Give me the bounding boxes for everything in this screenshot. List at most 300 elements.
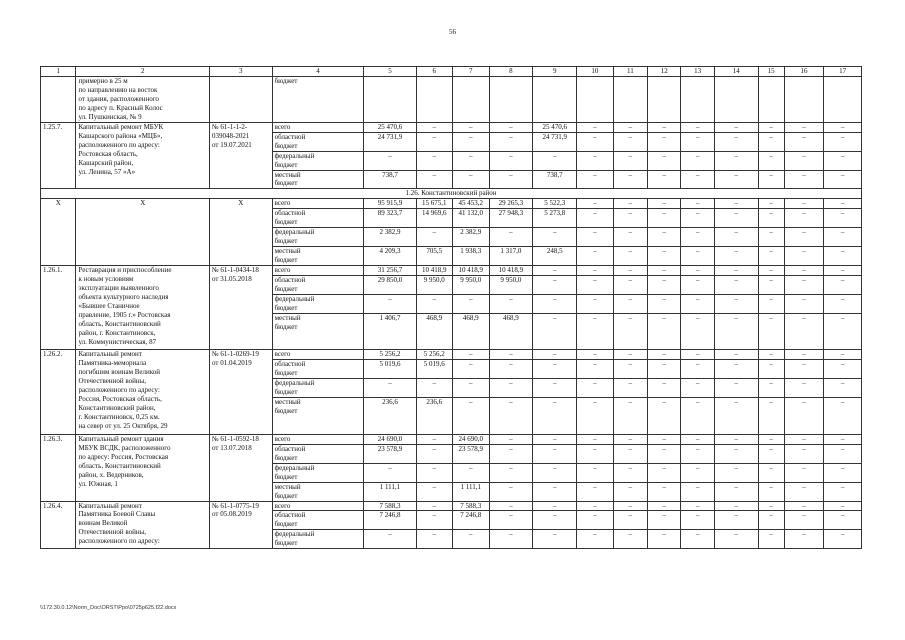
amount-cell: – (613, 199, 647, 209)
amount-cell: 5 522,3 (533, 199, 577, 209)
amount-cell: – (533, 360, 577, 379)
amount-cell: 1 317,0 (489, 247, 533, 266)
amount-cell: – (681, 209, 714, 228)
table-row (41, 122, 862, 132)
section-title: 1.26. Константиновский район (41, 189, 862, 199)
amount-cell: – (533, 482, 577, 501)
table-row (41, 350, 862, 360)
amount-cell: 14 969,6 (416, 209, 453, 228)
amount-cell: 5 256,2 (364, 350, 416, 360)
amount-cell: 248,5 (533, 247, 577, 266)
amount-cell (577, 77, 614, 123)
amount-cell: – (784, 276, 824, 295)
amount-cell: – (489, 350, 533, 360)
amount-cell: – (784, 170, 824, 189)
amount-cell: – (453, 122, 490, 132)
item-name: Капитальный ремонт здания МБУК ВСДК, расположенного по адресу: Россия, Ростовская область, Константиновский район, х. Ведерников, ул. Южная, 1 (76, 434, 210, 501)
amount-cell: – (577, 463, 614, 482)
amount-cell: – (648, 294, 681, 313)
amount-cell: – (784, 228, 824, 247)
amount-cell: 25 470,6 (364, 122, 416, 132)
amount-cell: – (613, 463, 647, 482)
item-number (41, 77, 76, 123)
item-document: № 61-1-0775-19 от 05.08.2019 (209, 501, 272, 549)
amount-cell: – (648, 350, 681, 360)
amount-cell: – (648, 313, 681, 350)
funding-source-label: областной бюджет (272, 511, 364, 530)
table-row (41, 434, 862, 444)
amount-cell: – (613, 276, 647, 295)
amount-cell (824, 77, 862, 123)
amount-cell: – (613, 209, 647, 228)
amount-cell: 24 690,0 (364, 434, 416, 444)
amount-cell: – (416, 228, 453, 247)
amount-cell: – (613, 530, 647, 549)
funding-source-label: областной бюджет (272, 132, 364, 151)
amount-cell: – (613, 247, 647, 266)
item-document: Х (209, 199, 272, 266)
amount-cell: – (824, 350, 862, 360)
amount-cell: – (784, 294, 824, 313)
amount-cell (648, 77, 681, 123)
amount-cell: – (416, 501, 453, 511)
amount-cell: 45 453,2 (453, 199, 490, 209)
amount-cell: 15 675,1 (416, 199, 453, 209)
amount-cell: – (577, 132, 614, 151)
budget-table (40, 66, 862, 549)
amount-cell: – (714, 199, 758, 209)
amount-cell: – (613, 398, 647, 435)
funding-source-label: всего (272, 434, 364, 444)
amount-cell: – (681, 530, 714, 549)
amount-cell: – (758, 276, 784, 295)
amount-cell (784, 77, 824, 123)
amount-cell: 10 418,9 (453, 266, 490, 276)
amount-cell: – (824, 360, 862, 379)
amount-cell: – (758, 151, 784, 170)
amount-cell: – (681, 511, 714, 530)
funding-source-label: областной бюджет (272, 276, 364, 295)
amount-cell (364, 77, 416, 123)
amount-cell: – (577, 530, 614, 549)
amount-cell: 24 731,9 (533, 132, 577, 151)
amount-cell: – (758, 132, 784, 151)
amount-cell: – (784, 247, 824, 266)
amount-cell: – (416, 132, 453, 151)
amount-cell: 23 578,9 (364, 444, 416, 463)
column-number: 5 (364, 67, 416, 77)
table-header-row (41, 67, 862, 77)
amount-cell: 1 111,1 (453, 482, 490, 501)
column-number: 8 (489, 67, 533, 77)
column-number: 12 (648, 67, 681, 77)
amount-cell: – (758, 379, 784, 398)
item-number: Х (41, 199, 76, 266)
table-row (41, 199, 862, 209)
amount-cell: – (489, 444, 533, 463)
amount-cell: – (714, 276, 758, 295)
amount-cell: – (489, 482, 533, 501)
funding-source-label: местный бюджет (272, 247, 364, 266)
amount-cell: – (824, 379, 862, 398)
amount-cell: – (784, 199, 824, 209)
amount-cell: – (416, 463, 453, 482)
funding-source-label: всего (272, 266, 364, 276)
funding-source-label: местный бюджет (272, 313, 364, 350)
amount-cell: – (681, 228, 714, 247)
amount-cell: 468,9 (489, 313, 533, 350)
amount-cell: – (648, 170, 681, 189)
amount-cell: – (577, 294, 614, 313)
funding-source-label: всего (272, 122, 364, 132)
column-number: 10 (577, 67, 614, 77)
table-row (41, 501, 862, 511)
amount-cell: – (681, 132, 714, 151)
amount-cell: 89 323,7 (364, 209, 416, 228)
amount-cell: – (784, 209, 824, 228)
amount-cell: – (758, 434, 784, 444)
amount-cell: – (648, 379, 681, 398)
amount-cell: – (416, 151, 453, 170)
amount-cell: – (453, 463, 490, 482)
amount-cell: – (416, 530, 453, 549)
amount-cell: – (577, 360, 614, 379)
amount-cell: – (758, 266, 784, 276)
amount-cell: – (714, 482, 758, 501)
amount-cell (533, 77, 577, 123)
amount-cell: – (758, 247, 784, 266)
amount-cell: – (416, 434, 453, 444)
amount-cell: – (533, 398, 577, 435)
amount-cell: – (613, 228, 647, 247)
amount-cell: – (824, 530, 862, 549)
amount-cell (453, 77, 490, 123)
amount-cell: – (613, 350, 647, 360)
amount-cell: – (416, 379, 453, 398)
column-number: 4 (272, 67, 364, 77)
amount-cell: – (784, 482, 824, 501)
item-document: № 61-1-0434-18 от 31.05.2018 (209, 266, 272, 350)
amount-cell: 29 265,3 (489, 199, 533, 209)
funding-source-label: местный бюджет (272, 398, 364, 435)
amount-cell: – (453, 379, 490, 398)
amount-cell (758, 77, 784, 123)
funding-source-label: всего (272, 350, 364, 360)
amount-cell: – (489, 511, 533, 530)
item-document: № 61-1-0269-19 от 01.04.2019 (209, 350, 272, 434)
amount-cell: – (681, 266, 714, 276)
amount-cell: – (577, 313, 614, 350)
amount-cell: – (489, 379, 533, 398)
amount-cell: – (714, 228, 758, 247)
amount-cell: – (784, 444, 824, 463)
amount-cell: 4 209,3 (364, 247, 416, 266)
amount-cell: – (613, 379, 647, 398)
amount-cell: – (784, 132, 824, 151)
amount-cell: 738,7 (533, 170, 577, 189)
amount-cell: 5 019,6 (364, 360, 416, 379)
amount-cell: 9 950,0 (416, 276, 453, 295)
item-name: Капитальный ремонт Памятника Боевой Славы воинам Великой Отечественной войны, расположенного по адресу: (76, 501, 210, 549)
amount-cell: – (533, 379, 577, 398)
amount-cell: – (489, 122, 533, 132)
table-row (41, 77, 862, 123)
amount-cell: 1 111,1 (364, 482, 416, 501)
amount-cell: – (613, 294, 647, 313)
amount-cell: – (577, 434, 614, 444)
amount-cell: – (784, 266, 824, 276)
column-number: 11 (613, 67, 647, 77)
amount-cell: – (613, 501, 647, 511)
amount-cell: – (416, 511, 453, 530)
amount-cell: – (824, 266, 862, 276)
amount-cell: – (784, 379, 824, 398)
amount-cell: – (577, 398, 614, 435)
amount-cell: – (577, 209, 614, 228)
amount-cell: – (681, 482, 714, 501)
amount-cell: – (758, 209, 784, 228)
amount-cell: – (681, 379, 714, 398)
amount-cell: – (681, 434, 714, 444)
amount-cell: – (453, 151, 490, 170)
amount-cell: – (489, 360, 533, 379)
amount-cell: – (714, 501, 758, 511)
amount-cell: – (784, 350, 824, 360)
amount-cell (681, 77, 714, 123)
amount-cell: 24 731,9 (364, 132, 416, 151)
funding-source-label: федеральный бюджет (272, 228, 364, 247)
funding-source-label: всего (272, 501, 364, 511)
amount-cell: – (758, 482, 784, 501)
amount-cell: 10 418,9 (489, 266, 533, 276)
amount-cell: – (577, 501, 614, 511)
amount-cell: – (533, 266, 577, 276)
amount-cell: – (681, 463, 714, 482)
amount-cell: – (681, 247, 714, 266)
amount-cell: – (758, 501, 784, 511)
column-number: 16 (784, 67, 824, 77)
item-name: Капитальный ремонт МБУК Кашарского района «МЦБ», расположенного по адресу: Ростовская область, Кашарский район, ул. Ленина, 57 «А» (76, 122, 210, 189)
amount-cell: – (824, 398, 862, 435)
amount-cell: – (453, 398, 490, 435)
amount-cell: – (681, 313, 714, 350)
amount-cell: – (489, 501, 533, 511)
funding-source-label: всего (272, 199, 364, 209)
amount-cell: – (648, 209, 681, 228)
amount-cell: 10 418,9 (416, 266, 453, 276)
column-number: 7 (453, 67, 490, 77)
amount-cell: – (489, 398, 533, 435)
amount-cell: 5 019,6 (416, 360, 453, 379)
amount-cell: – (648, 132, 681, 151)
amount-cell: – (758, 398, 784, 435)
amount-cell: – (453, 360, 490, 379)
item-name: примерно в 25 м по направлению на восток от здания, расположенного по адресу п. Красный Колос ул. Пушкинская, № 9 (76, 77, 210, 123)
section-row (41, 189, 862, 199)
amount-cell: – (681, 398, 714, 435)
amount-cell: – (714, 434, 758, 444)
column-number: 1 (41, 67, 76, 77)
amount-cell (416, 77, 453, 123)
amount-cell (714, 77, 758, 123)
amount-cell: – (613, 360, 647, 379)
amount-cell: – (489, 294, 533, 313)
amount-cell: – (648, 199, 681, 209)
amount-cell: 468,9 (453, 313, 490, 350)
amount-cell: – (714, 132, 758, 151)
amount-cell: 95 915,9 (364, 199, 416, 209)
amount-cell: 29 850,0 (364, 276, 416, 295)
amount-cell: – (648, 228, 681, 247)
item-number: 1.26.3. (41, 434, 76, 501)
amount-cell: – (714, 266, 758, 276)
amount-cell: – (758, 294, 784, 313)
amount-cell: – (648, 247, 681, 266)
amount-cell: 7 246,8 (453, 511, 490, 530)
table-row (41, 266, 862, 276)
amount-cell: – (824, 199, 862, 209)
amount-cell: – (681, 122, 714, 132)
amount-cell: – (453, 170, 490, 189)
amount-cell: 705,5 (416, 247, 453, 266)
amount-cell: 41 132,0 (453, 209, 490, 228)
amount-cell: – (489, 151, 533, 170)
amount-cell: – (824, 482, 862, 501)
amount-cell: – (824, 294, 862, 313)
amount-cell: – (784, 530, 824, 549)
amount-cell: – (577, 199, 614, 209)
amount-cell: – (577, 228, 614, 247)
amount-cell: 7 588,3 (364, 501, 416, 511)
footer-file-path: \\172.30.0.12\Norm_Doc\ORST\Ppo\0725p625.f22.docx (40, 605, 177, 611)
amount-cell: – (758, 530, 784, 549)
amount-cell: – (416, 444, 453, 463)
amount-cell: – (489, 530, 533, 549)
amount-cell: – (648, 434, 681, 444)
amount-cell: – (613, 313, 647, 350)
page-number: 56 (449, 28, 456, 36)
amount-cell: – (533, 350, 577, 360)
item-number: 1.25.7. (41, 122, 76, 189)
amount-cell: – (533, 444, 577, 463)
amount-cell: – (577, 266, 614, 276)
amount-cell: – (577, 151, 614, 170)
amount-cell: – (533, 501, 577, 511)
amount-cell (489, 77, 533, 123)
amount-cell: 2 382,9 (364, 228, 416, 247)
amount-cell: – (758, 170, 784, 189)
amount-cell: – (824, 151, 862, 170)
amount-cell: – (714, 463, 758, 482)
amount-cell: – (613, 482, 647, 501)
item-name: Реставрация и приспособление к новым условиям эксплуатации выявленного объекта культурного наследия «Бывшее Станичное правление, 1905 г.» Ростовская область, Константиновский район, г. Константиновск, ул. Коммунистическая, 87 (76, 266, 210, 350)
column-number: 13 (681, 67, 714, 77)
amount-cell: – (681, 170, 714, 189)
amount-cell: – (681, 199, 714, 209)
amount-cell: – (613, 434, 647, 444)
amount-cell: – (533, 151, 577, 170)
amount-cell: – (824, 170, 862, 189)
amount-cell: – (824, 247, 862, 266)
amount-cell: – (453, 350, 490, 360)
amount-cell: – (364, 379, 416, 398)
amount-cell: – (416, 122, 453, 132)
amount-cell: – (758, 463, 784, 482)
column-number: 15 (758, 67, 784, 77)
amount-cell: – (577, 350, 614, 360)
item-document: № 61-1-1-2- 039048-2021 от 19.07.2021 (209, 122, 272, 189)
amount-cell: – (364, 463, 416, 482)
amount-cell: – (577, 122, 614, 132)
amount-cell: – (613, 444, 647, 463)
amount-cell: – (364, 294, 416, 313)
item-document: № 61-1-0592-18 от 13.07.2018 (209, 434, 272, 501)
amount-cell: – (681, 444, 714, 463)
amount-cell: 7 246,8 (364, 511, 416, 530)
amount-cell: – (681, 276, 714, 295)
column-number: 9 (533, 67, 577, 77)
amount-cell: – (533, 276, 577, 295)
amount-cell: – (714, 170, 758, 189)
amount-cell: – (758, 228, 784, 247)
amount-cell: – (784, 313, 824, 350)
amount-cell: – (714, 398, 758, 435)
amount-cell: – (784, 511, 824, 530)
amount-cell: – (784, 122, 824, 132)
amount-cell: – (489, 132, 533, 151)
amount-cell: – (489, 434, 533, 444)
amount-cell: – (613, 132, 647, 151)
amount-cell: – (533, 294, 577, 313)
amount-cell: 236,6 (416, 398, 453, 435)
amount-cell: – (533, 463, 577, 482)
amount-cell: – (577, 511, 614, 530)
amount-cell: – (784, 434, 824, 444)
amount-cell: – (648, 511, 681, 530)
column-number: 14 (714, 67, 758, 77)
amount-cell: – (714, 530, 758, 549)
amount-cell: – (577, 444, 614, 463)
amount-cell: – (577, 276, 614, 295)
amount-cell: – (784, 398, 824, 435)
amount-cell: – (648, 463, 681, 482)
amount-cell: – (784, 360, 824, 379)
amount-cell: – (714, 151, 758, 170)
amount-cell: – (681, 350, 714, 360)
amount-cell: – (824, 463, 862, 482)
amount-cell: – (714, 209, 758, 228)
amount-cell: – (824, 434, 862, 444)
amount-cell: 236,6 (364, 398, 416, 435)
amount-cell: – (453, 294, 490, 313)
amount-cell: – (824, 122, 862, 132)
funding-source-label: областной бюджет (272, 444, 364, 463)
amount-cell: 7 588,3 (453, 501, 490, 511)
amount-cell: – (714, 379, 758, 398)
amount-cell: 25 470,6 (533, 122, 577, 132)
amount-cell: 24 690,0 (453, 434, 490, 444)
amount-cell: – (613, 511, 647, 530)
amount-cell: 1 406,7 (364, 313, 416, 350)
table-body (41, 67, 862, 549)
amount-cell: – (577, 247, 614, 266)
amount-cell: – (453, 132, 490, 151)
amount-cell: – (824, 444, 862, 463)
funding-source-label: федеральный бюджет (272, 530, 364, 549)
amount-cell: – (533, 434, 577, 444)
column-number: 6 (416, 67, 453, 77)
funding-source-label: бюджет (272, 77, 364, 123)
